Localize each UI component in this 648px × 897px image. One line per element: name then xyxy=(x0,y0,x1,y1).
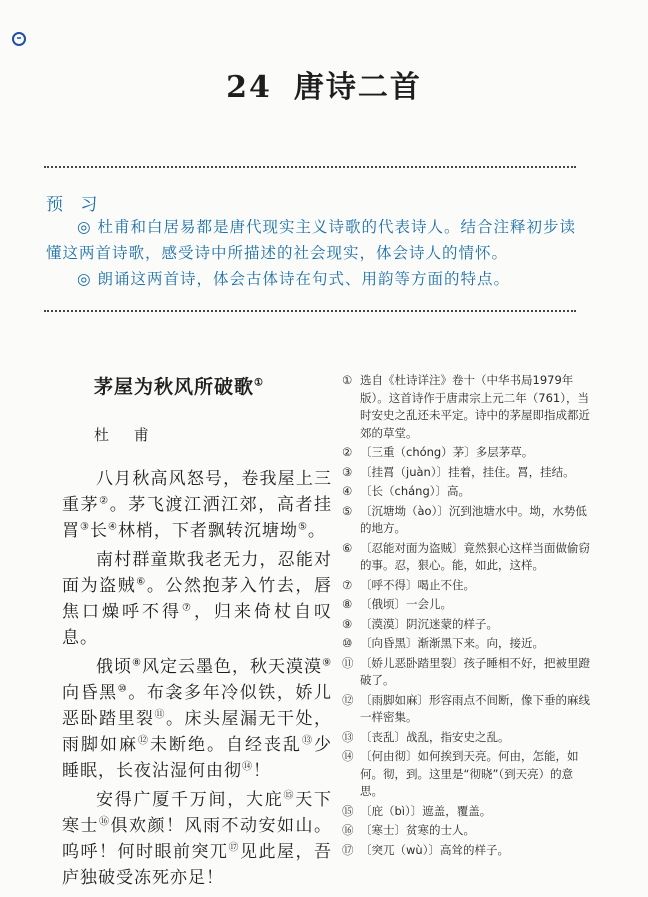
footnote-text: 〔娇儿恶卧踏里裂〕孩子睡相不好，把被里蹬破了。 xyxy=(360,655,590,687)
poem-body xyxy=(62,466,332,894)
footnote xyxy=(342,616,592,634)
poem-author: 杜 甫 xyxy=(94,426,159,444)
footnote-text: 〔忍能对面为盗贼〕竟然狠心这样当面做偷窃的事。忍，狠心。能，如此，这样。 xyxy=(360,540,590,572)
poem-text: ！ xyxy=(253,761,271,781)
poem-text: 。 xyxy=(307,521,326,541)
footnote xyxy=(342,803,592,821)
footnote xyxy=(342,483,592,501)
note-ref: ⑪ xyxy=(154,709,166,721)
footnote-text: 〔丧乱〕战乱，指安史之乱。 xyxy=(360,729,510,744)
footnote-number: ⑮ xyxy=(342,803,354,818)
preview-paragraph: ◎ 朗诵这两首诗，体会古体诗在句式、用韵等方面的特点。 xyxy=(77,270,510,288)
poem-text: 。茅飞渡江洒江郊，高者挂罥 xyxy=(62,495,333,541)
lesson-number: 24 xyxy=(226,70,272,105)
footnote xyxy=(342,540,592,575)
poem-stanza xyxy=(62,654,332,784)
footnote-number: ⑦ xyxy=(342,577,353,592)
footnote-text: 〔呼不得〕喝止不住。 xyxy=(360,577,475,592)
footnote-number: ⑨ xyxy=(342,616,353,631)
poem-text: 安得广厦千万间，大庇 xyxy=(96,790,284,810)
footnotes xyxy=(342,372,592,861)
poem-text: 见此屋，吾庐独破受冻死亦足！ xyxy=(62,842,332,888)
footnote xyxy=(342,577,592,595)
poem-stanza xyxy=(62,787,332,891)
footnote-number: ⑬ xyxy=(342,729,354,744)
poem-title-text: 茅屋为秋风所破歌 xyxy=(94,376,255,398)
footnote-number: ③ xyxy=(342,464,353,479)
footnote-number: ⑰ xyxy=(342,842,354,857)
poem-text: 长 xyxy=(89,521,108,541)
poem-stanza xyxy=(62,466,332,544)
poem-text: 向昏黑 xyxy=(62,683,118,703)
footnote-text: 〔漠漠〕阴沉迷蒙的样子。 xyxy=(360,616,498,631)
poem-text: 俄顷 xyxy=(96,657,133,677)
dotted-divider-top xyxy=(44,166,576,168)
note-ref: ⑫ xyxy=(138,735,150,747)
poem-text: 风定云墨色，秋天漠漠 xyxy=(142,657,323,677)
footnote xyxy=(342,748,592,801)
poem-title-note-ref: ① xyxy=(254,377,264,389)
note-ref: ⑤ xyxy=(297,521,308,533)
footnote xyxy=(342,596,592,614)
poem-text: 南村群童欺我老无力，忍能对面为盗贼 xyxy=(62,550,332,596)
lesson-title-text: 唐诗二首 xyxy=(293,70,422,105)
footnote-text: 选自《杜诗详注》卷十（中华书局1979年版）。这首诗作于唐肃宗上元二年（761），当时安史之乱还未平定。诗中的茅屋即指成都近郊的草堂。 xyxy=(360,373,590,440)
note-ref: ⑨ xyxy=(322,657,333,669)
note-ref: ⑥ xyxy=(136,576,147,588)
note-ref: ⑧ xyxy=(132,657,142,669)
footnote xyxy=(342,692,592,727)
note-ref: ③ xyxy=(80,521,90,533)
footnote-number: ⑤ xyxy=(342,503,353,518)
poem-text: 天下寒士 xyxy=(62,790,332,836)
footnote-number: ⑯ xyxy=(342,823,354,837)
footnote-number: ⑥ xyxy=(342,540,353,555)
footnote xyxy=(342,842,592,860)
note-ref: ⑰ xyxy=(228,842,240,854)
preview-paragraph: ◎ 杜甫和白居易都是唐代现实主义诗歌的代表诗人。结合注释初步读懂这两首诗歌，感受诗中所描述的社会现实，体会诗人的情怀。 xyxy=(46,218,576,262)
footnote xyxy=(342,729,592,747)
note-ref: ② xyxy=(99,495,110,507)
smiley-icon xyxy=(12,32,26,46)
footnote-text: 〔寒士〕贫寒的士人。 xyxy=(360,823,475,837)
footnote-text: 〔向昏黑〕渐渐黑下来。向，接近。 xyxy=(360,636,544,650)
preview-heading: 预 习 xyxy=(46,195,104,215)
poem-text: ，归来倚杖自叹息。 xyxy=(62,602,332,648)
lesson-title xyxy=(0,62,648,106)
poem-text: 。床头屋漏无干处，雨脚如麻 xyxy=(62,709,332,755)
note-ref: ⑬ xyxy=(302,735,314,747)
note-ref: ④ xyxy=(107,521,118,533)
footnote-number: ① xyxy=(342,373,353,387)
footnote-number: ④ xyxy=(342,484,353,498)
footnote-text: 〔挂罥（juàn）〕挂着，挂住。罥，挂结。 xyxy=(360,464,575,479)
footnote-text: 〔长（cháng）〕高。 xyxy=(360,484,470,498)
poem-text: 。公然抱茅入竹去，唇焦口燥呼不得 xyxy=(62,576,333,622)
poem-text: 。布衾多年冷似铁，娇儿恶卧踏里裂 xyxy=(62,683,333,729)
footnote-text: 〔雨脚如麻〕形容雨点不间断，像下垂的麻线一样密集。 xyxy=(360,692,590,724)
note-ref: ⑯ xyxy=(99,816,111,828)
footnote xyxy=(342,464,592,482)
footnote-text: 〔何由彻〕如何挨到天亮。何由，怎能，如何。彻，到。这里是“彻晓”（到天亮）的意思。 xyxy=(360,749,579,798)
footnote-text: 〔突兀（wù）〕高耸的样子。 xyxy=(360,842,509,857)
footnote xyxy=(342,822,592,840)
footnote xyxy=(342,444,592,462)
poem-text: 林梢，下者飘转沉塘坳 xyxy=(117,521,298,541)
note-ref: ⑦ xyxy=(182,602,194,614)
footnote-number: ⑪ xyxy=(342,655,354,670)
footnote xyxy=(342,503,592,538)
footnote-number: ⑭ xyxy=(342,749,354,763)
footnote-number: ⑫ xyxy=(342,692,354,707)
poem-text: 少睡眠，长夜沾湿何由彻 xyxy=(62,735,332,781)
poem-stanza xyxy=(62,547,332,651)
poem-title xyxy=(94,372,264,399)
note-ref: ⑭ xyxy=(242,761,253,773)
poem-text: 未断绝。自经丧乱 xyxy=(150,735,302,755)
footnote-text: 〔三重（chóng）茅〕多层茅草。 xyxy=(360,445,534,459)
dotted-divider-bottom xyxy=(44,310,576,312)
footnote-number: ⑩ xyxy=(342,636,353,650)
footnote-number: ⑧ xyxy=(342,597,353,611)
footnote-number: ② xyxy=(342,445,353,459)
preview-body xyxy=(46,214,578,292)
footnote xyxy=(342,635,592,653)
footnote xyxy=(342,655,592,690)
footnote-text: 〔沉塘坳（ào）〕沉到池塘水中。坳，水势低的地方。 xyxy=(360,503,587,535)
poem-text: 八月秋高风怒号，卷我屋上三重茅 xyxy=(62,469,332,515)
footnote-text: 〔庇（bì）〕遮盖，覆盖。 xyxy=(360,803,492,818)
note-ref: ⑩ xyxy=(117,683,129,695)
footnote-text: 〔俄顷〕一会儿。 xyxy=(360,597,452,611)
footnote xyxy=(342,372,592,442)
poem-text: 俱欢颜！风雨不动安如山。呜呼！何时眼前突兀 xyxy=(62,816,332,862)
note-ref: ⑮ xyxy=(283,790,296,802)
